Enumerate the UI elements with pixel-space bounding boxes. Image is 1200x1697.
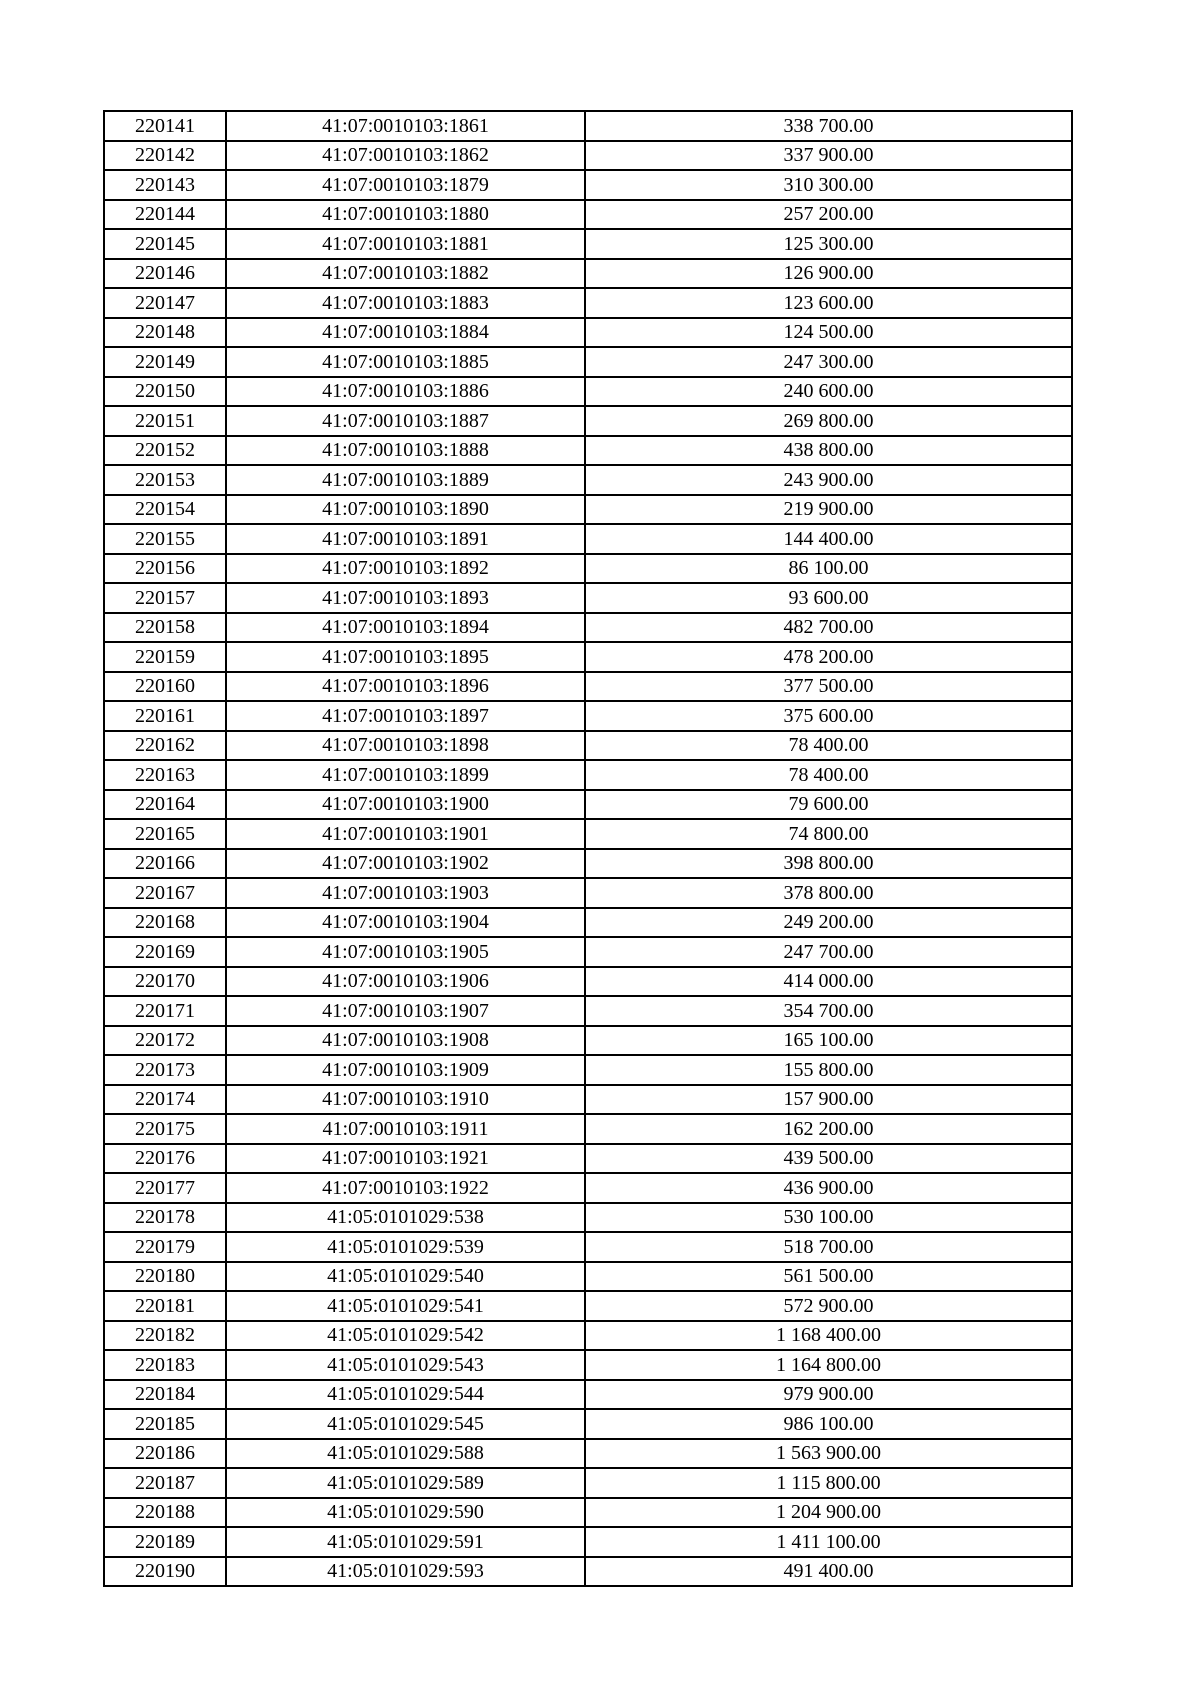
cadastral-value-table xyxy=(103,110,1073,1587)
row-number-cell: 220158 xyxy=(104,613,226,643)
cadastral-number-cell: 41:05:0101029:588 xyxy=(226,1439,585,1469)
table-row xyxy=(104,1468,1072,1498)
cadastral-number-cell: 41:07:0010103:1909 xyxy=(226,1055,585,1085)
cadastral-value-cell: 93 600.00 xyxy=(585,583,1072,613)
table-row xyxy=(104,1232,1072,1262)
cadastral-value-cell: 249 200.00 xyxy=(585,908,1072,938)
cadastral-number-cell: 41:07:0010103:1895 xyxy=(226,642,585,672)
cadastral-number-cell: 41:07:0010103:1882 xyxy=(226,259,585,289)
cadastral-number-cell: 41:07:0010103:1908 xyxy=(226,1026,585,1056)
cadastral-number-cell: 41:07:0010103:1921 xyxy=(226,1144,585,1174)
row-number-cell: 220187 xyxy=(104,1468,226,1498)
row-number-cell: 220168 xyxy=(104,908,226,938)
cadastral-number-cell: 41:07:0010103:1906 xyxy=(226,967,585,997)
cadastral-number-cell: 41:07:0010103:1891 xyxy=(226,524,585,554)
cadastral-number-cell: 41:07:0010103:1883 xyxy=(226,288,585,318)
row-number-cell: 220162 xyxy=(104,731,226,761)
row-number-cell: 220152 xyxy=(104,436,226,466)
row-number-cell: 220160 xyxy=(104,672,226,702)
row-number-cell: 220154 xyxy=(104,495,226,525)
row-number-cell: 220153 xyxy=(104,465,226,495)
cadastral-value-cell: 338 700.00 xyxy=(585,111,1072,141)
table-row xyxy=(104,1409,1072,1439)
cadastral-number-cell: 41:05:0101029:541 xyxy=(226,1291,585,1321)
cadastral-value-cell: 78 400.00 xyxy=(585,731,1072,761)
cadastral-number-cell: 41:07:0010103:1887 xyxy=(226,406,585,436)
table-row xyxy=(104,1055,1072,1085)
cadastral-value-cell: 257 200.00 xyxy=(585,200,1072,230)
table-row xyxy=(104,1321,1072,1351)
cadastral-value-cell: 572 900.00 xyxy=(585,1291,1072,1321)
table-row xyxy=(104,760,1072,790)
cadastral-value-cell: 247 700.00 xyxy=(585,937,1072,967)
cadastral-value-cell: 74 800.00 xyxy=(585,819,1072,849)
table-row xyxy=(104,672,1072,702)
table-body xyxy=(104,111,1072,1586)
cadastral-value-cell: 240 600.00 xyxy=(585,377,1072,407)
cadastral-number-cell: 41:07:0010103:1907 xyxy=(226,996,585,1026)
row-number-cell: 220164 xyxy=(104,790,226,820)
cadastral-value-cell: 436 900.00 xyxy=(585,1173,1072,1203)
row-number-cell: 220146 xyxy=(104,259,226,289)
row-number-cell: 220183 xyxy=(104,1350,226,1380)
cadastral-value-cell: 155 800.00 xyxy=(585,1055,1072,1085)
cadastral-number-cell: 41:05:0101029:590 xyxy=(226,1498,585,1528)
cadastral-value-cell: 378 800.00 xyxy=(585,878,1072,908)
table-row xyxy=(104,1144,1072,1174)
cadastral-value-cell: 125 300.00 xyxy=(585,229,1072,259)
row-number-cell: 220150 xyxy=(104,377,226,407)
table-row xyxy=(104,1439,1072,1469)
cadastral-number-cell: 41:07:0010103:1899 xyxy=(226,760,585,790)
row-number-cell: 220182 xyxy=(104,1321,226,1351)
row-number-cell: 220142 xyxy=(104,141,226,171)
cadastral-value-cell: 377 500.00 xyxy=(585,672,1072,702)
cadastral-value-cell: 478 200.00 xyxy=(585,642,1072,672)
cadastral-value-cell: 78 400.00 xyxy=(585,760,1072,790)
cadastral-number-cell: 41:05:0101029:543 xyxy=(226,1350,585,1380)
table-row xyxy=(104,1291,1072,1321)
cadastral-number-cell: 41:07:0010103:1898 xyxy=(226,731,585,761)
row-number-cell: 220165 xyxy=(104,819,226,849)
table-row xyxy=(104,701,1072,731)
cadastral-number-cell: 41:05:0101029:544 xyxy=(226,1380,585,1410)
table-row xyxy=(104,967,1072,997)
cadastral-value-cell: 86 100.00 xyxy=(585,554,1072,584)
table-row xyxy=(104,1527,1072,1557)
table-row xyxy=(104,642,1072,672)
cadastral-number-cell: 41:07:0010103:1893 xyxy=(226,583,585,613)
row-number-cell: 220163 xyxy=(104,760,226,790)
table-row xyxy=(104,849,1072,879)
cadastral-value-cell: 1 115 800.00 xyxy=(585,1468,1072,1498)
cadastral-value-cell: 414 000.00 xyxy=(585,967,1072,997)
table-row xyxy=(104,554,1072,584)
cadastral-number-cell: 41:07:0010103:1905 xyxy=(226,937,585,967)
table-row xyxy=(104,1026,1072,1056)
table-row xyxy=(104,1498,1072,1528)
cadastral-number-cell: 41:07:0010103:1902 xyxy=(226,849,585,879)
table-row xyxy=(104,1380,1072,1410)
table-row xyxy=(104,1557,1072,1587)
table-row xyxy=(104,347,1072,377)
table-row xyxy=(104,436,1072,466)
cadastral-number-cell: 41:07:0010103:1896 xyxy=(226,672,585,702)
row-number-cell: 220169 xyxy=(104,937,226,967)
table-row xyxy=(104,1114,1072,1144)
row-number-cell: 220149 xyxy=(104,347,226,377)
cadastral-value-cell: 398 800.00 xyxy=(585,849,1072,879)
row-number-cell: 220155 xyxy=(104,524,226,554)
cadastral-number-cell: 41:07:0010103:1904 xyxy=(226,908,585,938)
table-row xyxy=(104,170,1072,200)
cadastral-number-cell: 41:07:0010103:1922 xyxy=(226,1173,585,1203)
row-number-cell: 220151 xyxy=(104,406,226,436)
table-row xyxy=(104,1262,1072,1292)
row-number-cell: 220143 xyxy=(104,170,226,200)
cadastral-number-cell: 41:07:0010103:1862 xyxy=(226,141,585,171)
cadastral-number-cell: 41:07:0010103:1890 xyxy=(226,495,585,525)
cadastral-value-cell: 1 164 800.00 xyxy=(585,1350,1072,1380)
row-number-cell: 220186 xyxy=(104,1439,226,1469)
cadastral-value-cell: 354 700.00 xyxy=(585,996,1072,1026)
row-number-cell: 220185 xyxy=(104,1409,226,1439)
table-row xyxy=(104,1350,1072,1380)
cadastral-value-cell: 518 700.00 xyxy=(585,1232,1072,1262)
cadastral-number-cell: 41:07:0010103:1881 xyxy=(226,229,585,259)
cadastral-value-cell: 561 500.00 xyxy=(585,1262,1072,1292)
cadastral-number-cell: 41:05:0101029:591 xyxy=(226,1527,585,1557)
cadastral-number-cell: 41:07:0010103:1879 xyxy=(226,170,585,200)
cadastral-value-cell: 979 900.00 xyxy=(585,1380,1072,1410)
table-row xyxy=(104,318,1072,348)
cadastral-value-cell: 247 300.00 xyxy=(585,347,1072,377)
cadastral-number-cell: 41:07:0010103:1888 xyxy=(226,436,585,466)
cadastral-value-cell: 337 900.00 xyxy=(585,141,1072,171)
cadastral-value-cell: 124 500.00 xyxy=(585,318,1072,348)
row-number-cell: 220170 xyxy=(104,967,226,997)
cadastral-value-cell: 269 800.00 xyxy=(585,406,1072,436)
cadastral-number-cell: 41:07:0010103:1897 xyxy=(226,701,585,731)
table-row xyxy=(104,200,1072,230)
cadastral-value-cell: 165 100.00 xyxy=(585,1026,1072,1056)
row-number-cell: 220156 xyxy=(104,554,226,584)
cadastral-number-cell: 41:05:0101029:539 xyxy=(226,1232,585,1262)
cadastral-number-cell: 41:07:0010103:1884 xyxy=(226,318,585,348)
cadastral-value-cell: 986 100.00 xyxy=(585,1409,1072,1439)
row-number-cell: 220175 xyxy=(104,1114,226,1144)
row-number-cell: 220180 xyxy=(104,1262,226,1292)
table-row xyxy=(104,259,1072,289)
cadastral-value-cell: 162 200.00 xyxy=(585,1114,1072,1144)
row-number-cell: 220179 xyxy=(104,1232,226,1262)
cadastral-value-cell: 1 563 900.00 xyxy=(585,1439,1072,1469)
row-number-cell: 220184 xyxy=(104,1380,226,1410)
cadastral-number-cell: 41:07:0010103:1889 xyxy=(226,465,585,495)
table-row xyxy=(104,377,1072,407)
table-row xyxy=(104,288,1072,318)
cadastral-number-cell: 41:05:0101029:593 xyxy=(226,1557,585,1587)
row-number-cell: 220144 xyxy=(104,200,226,230)
row-number-cell: 220188 xyxy=(104,1498,226,1528)
table-row xyxy=(104,1085,1072,1115)
cadastral-value-cell: 1 168 400.00 xyxy=(585,1321,1072,1351)
row-number-cell: 220147 xyxy=(104,288,226,318)
row-number-cell: 220172 xyxy=(104,1026,226,1056)
table-row xyxy=(104,465,1072,495)
row-number-cell: 220177 xyxy=(104,1173,226,1203)
table-row xyxy=(104,111,1072,141)
cadastral-number-cell: 41:07:0010103:1900 xyxy=(226,790,585,820)
row-number-cell: 220161 xyxy=(104,701,226,731)
row-number-cell: 220166 xyxy=(104,849,226,879)
row-number-cell: 220173 xyxy=(104,1055,226,1085)
row-number-cell: 220178 xyxy=(104,1203,226,1233)
table-row xyxy=(104,524,1072,554)
cadastral-value-cell: 243 900.00 xyxy=(585,465,1072,495)
cadastral-number-cell: 41:07:0010103:1885 xyxy=(226,347,585,377)
table-row xyxy=(104,878,1072,908)
cadastral-number-cell: 41:07:0010103:1880 xyxy=(226,200,585,230)
cadastral-value-cell: 439 500.00 xyxy=(585,1144,1072,1174)
table-row xyxy=(104,229,1072,259)
cadastral-value-cell: 375 600.00 xyxy=(585,701,1072,731)
table-row xyxy=(104,731,1072,761)
table-row xyxy=(104,937,1072,967)
row-number-cell: 220176 xyxy=(104,1144,226,1174)
cadastral-value-cell: 1 204 900.00 xyxy=(585,1498,1072,1528)
row-number-cell: 220190 xyxy=(104,1557,226,1587)
cadastral-number-cell: 41:07:0010103:1903 xyxy=(226,878,585,908)
cadastral-number-cell: 41:07:0010103:1892 xyxy=(226,554,585,584)
cadastral-value-cell: 482 700.00 xyxy=(585,613,1072,643)
cadastral-number-cell: 41:07:0010103:1861 xyxy=(226,111,585,141)
row-number-cell: 220181 xyxy=(104,1291,226,1321)
row-number-cell: 220148 xyxy=(104,318,226,348)
cadastral-number-cell: 41:05:0101029:538 xyxy=(226,1203,585,1233)
cadastral-value-cell: 219 900.00 xyxy=(585,495,1072,525)
cadastral-value-cell: 144 400.00 xyxy=(585,524,1072,554)
cadastral-number-cell: 41:07:0010103:1901 xyxy=(226,819,585,849)
table-row xyxy=(104,819,1072,849)
cadastral-number-cell: 41:07:0010103:1886 xyxy=(226,377,585,407)
row-number-cell: 220157 xyxy=(104,583,226,613)
table-row xyxy=(104,141,1072,171)
row-number-cell: 220174 xyxy=(104,1085,226,1115)
cadastral-value-cell: 530 100.00 xyxy=(585,1203,1072,1233)
cadastral-value-cell: 157 900.00 xyxy=(585,1085,1072,1115)
cadastral-number-cell: 41:05:0101029:542 xyxy=(226,1321,585,1351)
row-number-cell: 220171 xyxy=(104,996,226,1026)
table-row xyxy=(104,996,1072,1026)
cadastral-number-cell: 41:07:0010103:1910 xyxy=(226,1085,585,1115)
cadastral-value-cell: 310 300.00 xyxy=(585,170,1072,200)
cadastral-number-cell: 41:07:0010103:1894 xyxy=(226,613,585,643)
cadastral-value-cell: 1 411 100.00 xyxy=(585,1527,1072,1557)
table-row xyxy=(104,406,1072,436)
row-number-cell: 220189 xyxy=(104,1527,226,1557)
cadastral-number-cell: 41:05:0101029:540 xyxy=(226,1262,585,1292)
table-row xyxy=(104,1173,1072,1203)
table-row xyxy=(104,495,1072,525)
table-row xyxy=(104,613,1072,643)
table-row xyxy=(104,908,1072,938)
cadastral-value-cell: 438 800.00 xyxy=(585,436,1072,466)
cadastral-number-cell: 41:05:0101029:589 xyxy=(226,1468,585,1498)
cadastral-value-cell: 126 900.00 xyxy=(585,259,1072,289)
table-row xyxy=(104,790,1072,820)
cadastral-value-cell: 123 600.00 xyxy=(585,288,1072,318)
cadastral-number-cell: 41:05:0101029:545 xyxy=(226,1409,585,1439)
row-number-cell: 220145 xyxy=(104,229,226,259)
table-row xyxy=(104,583,1072,613)
row-number-cell: 220167 xyxy=(104,878,226,908)
cadastral-value-cell: 491 400.00 xyxy=(585,1557,1072,1587)
table-row xyxy=(104,1203,1072,1233)
cadastral-value-cell: 79 600.00 xyxy=(585,790,1072,820)
row-number-cell: 220141 xyxy=(104,111,226,141)
row-number-cell: 220159 xyxy=(104,642,226,672)
cadastral-number-cell: 41:07:0010103:1911 xyxy=(226,1114,585,1144)
